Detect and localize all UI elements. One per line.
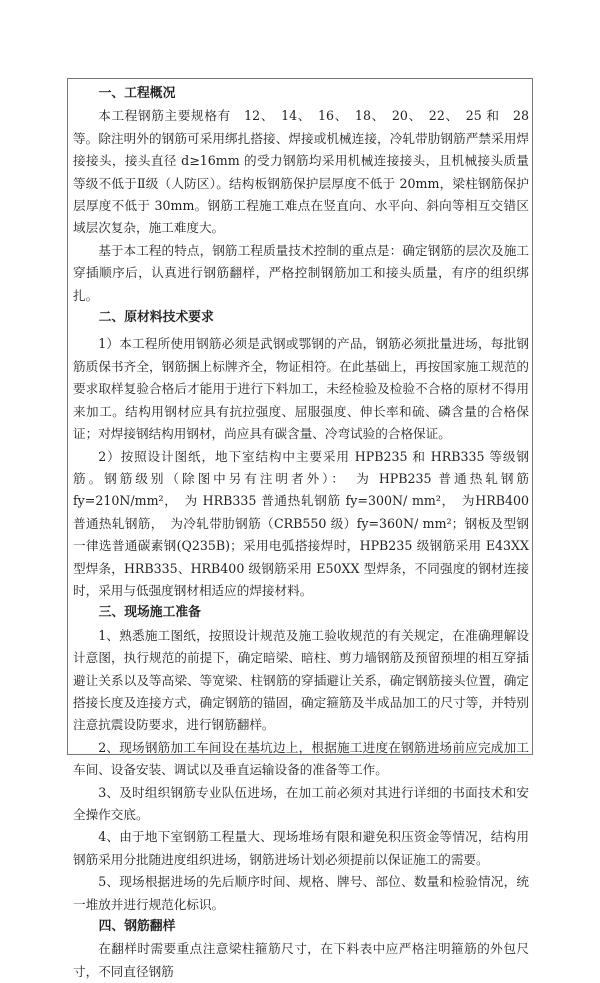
section-heading: 二、原材料技术要求 bbox=[98, 310, 214, 326]
paragraph: 基于本工程的特点，钢筋工程质量技术控制的重点是：确定钢筋的层次及施工穿插顺序后，认真进行钢筋翻样，严格控制钢筋加工和接头质量，有序的组织绑扎。 bbox=[73, 242, 529, 303]
paragraph: 2）按照设计图纸，地下室结构中主要采用 HPB235 和 HRB335 等级钢筋。钢筋级别（除图中另有注明者外）： 为 HPB235 普通热轧钢筋 fy=210N/mm²， 为 HRB335 普通热轧钢筋 fy=300N/ mm²， 为HRB400 普通热轧钢筋， 为冷轧带肋钢筋（CRB550 级）fy=360N/ mm²；钢板及型钢一律选普通碳素钢(Q235B)；采用电弧搭接焊时，HPB235 级钢筋采用 E43XX 型焊条，HRB335、HRB400 级钢筋采用 E50XX 型焊条，不同强度的钢材连接时，采用与低强度钢材相适应的焊接材料。 bbox=[73, 448, 529, 598]
paragraph: 3、及时组织钢筋专业队伍进场，在加工前必须对其进行详细的书面技术和安全操作交底。 bbox=[73, 784, 529, 822]
paragraph: 4、由于地下室钢筋工程量大、现场堆场有限和避免积压资金等情况，结构用钢筋采用分批随进度组织进场，钢筋进场计划必须提前以保证施工的需要。 bbox=[73, 829, 529, 867]
paragraph: 1、熟悉施工图纸，按照设计规范及施工验收规范的有关规定，在准确理解设计意图，执行规范的前提下，确定暗梁、暗柱、剪力墙钢筋及预留预埋的相互穿插避让关系以及等高梁、等宽梁、柱钢筋的穿插避让关系，确定钢筋接头位置，确定搭接长度及连接方式，确定钢筋的锚固，确定箍筋及半成品加工的尺寸等，并特别注意抗震设防要求，进行钢筋翻样。 bbox=[73, 627, 529, 733]
paragraph: 5、现场根据进场的先后顺序时间、规格、牌号、部位、数量和检验情况，统一堆放并进行规范化标识。 bbox=[73, 874, 529, 912]
section-heading: 三、现场施工准备 bbox=[98, 605, 201, 621]
section-heading: 一、工程概况 bbox=[98, 86, 176, 101]
paragraph: 本工程钢筋主要规格有 12、 14、 16、 18、 20、 22、 25 和 28 等。除注明外的钢筋可采用绑扎搭接、焊接或机械连接，冷轧带肋钢筋严禁采用焊接接头，接头直径 d≥16mm 的受力钢筋均采用机械连接接头，且机械接头质量等级不低于Ⅱ级（人防区）。结构板钢筋保护层厚度不低于 20mm，梁柱钢筋保护层厚度不低于 30mm。钢筋工程施工难点在竖直向、水平向、斜向等相互交错区域层次复杂，施工难度大。 bbox=[73, 108, 529, 236]
paragraph: 1）本工程所使用钢筋必须是武钢或鄂钢的产品，钢筋必须批量进场，每批钢筋质保书齐全，钢筋捆上标牌齐全，物证相符。在此基础上，再按国家施工规范的要求取样复验合格后才能用于进行下料加工，未经检验及检验不合格的原材不得用来加工。结构用钢材应具有抗拉强度、屈服强度、伸长率和硫、磷含量的合格保证；对焊接钢结构用钢材，尚应具有碳含量、冷弯试验的合格保证。 bbox=[73, 336, 529, 442]
paragraph: 在翻样时需要重点注意梁柱箍筋尺寸，在下料表中应严格注明箍筋的外包尺寸，不同直径钢筋 bbox=[73, 941, 529, 979]
document-body bbox=[73, 83, 529, 983]
paragraph: 2、现场钢筋加工车间设在基坑边上，根据施工进度在钢筋进场前应完成加工车间、设备安装、调试以及垂直运输设备的准备等工作。 bbox=[73, 739, 529, 778]
section-heading: 四、钢筋翻样 bbox=[98, 919, 176, 935]
document-frame bbox=[67, 78, 533, 979]
